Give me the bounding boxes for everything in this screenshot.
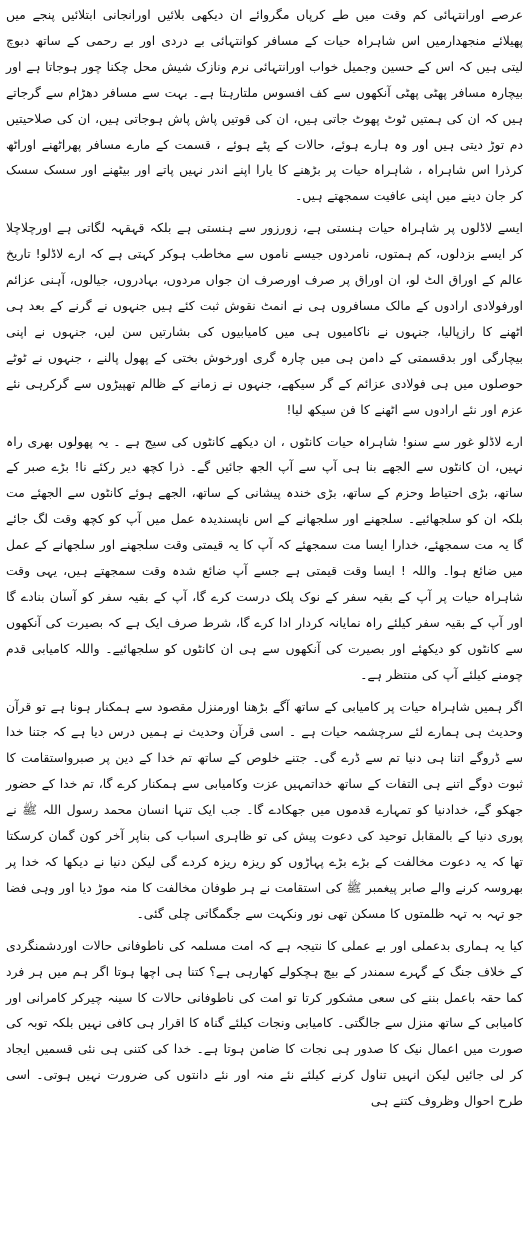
paragraph-2: ایسے لاڈلوں پر شاہراہ حیات ہنستی ہے، زورزور سے ہنستی ہے بلکہ قہقہہ لگاتی ہے اورچلاچلا کر ایسے بزدلوں، کم ہمتوں، نامردوں جیسے ناموں سے مخاطب ہوکر کہتی ہے کہ ارے لاڈلو! تاریخ عالم کے اوراق الٹ لو، ان اوراق پر صرف اورصرف ان جواں مردوں، بہادروں، جیالوں، آہنی عزائم اورفولادی ارادوں کے مالک مسافروں ہی نے انمٹ نقوش ثبت کئے ہیں جنہوں نے گرنے کے بعد ہی اٹھنے کا رازپالیا، جنہوں نے ناکامیوں ہی میں کامیابیوں کی بشارتیں سن لیں، جنہوں نے اپنی بیچارگی اور بدقسمتی کے دامن ہی میں چارہ گری اورخوش بختی کے پھول پالنے ، جنہوں نے ٹوٹے حوصلوں میں ہی فولادی عزائم کے گر سیکھے، جنہوں نے زمانے کے ظالم تھپیڑوں سے گرکرہی نئے عزم اور نئے ارادوں سے اٹھنے کا فن سیکھ لیا! xyxy=(6,220,523,417)
paragraph-5: کیا یہ ہماری بدعملی اور بے عملی کا نتیجہ ہے کہ امت مسلمہ کی ناطوفانی حالات اوردشمنگردی کے خلاف جنگ کے گہرے سمندر کے بیچ ہچکولے کھارہی ہے؟ کتنا ہی اچھا ہوتا اگر ہم میں ہر فرد کما حقہ باعمل بننے کی سعی مشکور کرتا تو امت کی ناطوفانی حالات کا سینہ چیرکر کامرانی اور کامیابی کے ساتھ منزل سے جالگتی۔ کامیابی ونجات کیلئے گناہ کا اقرار ہی کافی نہیں بلکہ توبہ کی صورت میں اعمال نیک کا صدور ہی نجات کا ضامن ہوتا ہے۔ خدا کی کتنی ہی نئی قسمیں ایجاد کر لی جائیں لیکن انہیں تناول کرنے کیلئے نئے منہ اور نئے دانتوں کی ضرورت نہیں ہوتی۔ اسی طرح احوال وظروف کتنے ہی xyxy=(6,937,523,1109)
paragraph-4: اگر ہمیں شاہراہ حیات پر کامیابی کے ساتھ آگے بڑھنا اورمنزل مقصود سے ہمکنار ہونا ہے تو قرآن وحدیث ہی ہمارے لئے سرچشمہ حیات ہے ۔ اسی قرآن وحدیث نے ہمیں درس دیا ہے کہ جتنا خدا سے ڈروگے اتنا ہی دنیا تم سے ڈرے گی۔ جتنے خلوص کے ساتھ تم خدا کے دین پر صبرواستقامت کا ثبوت دوگے اتنے ہی التفات کے ساتھ خداتمہیں عزت وکامیابی سے ہمکنار کرے گا، تم خدا کے حضور جھکو گے، خدادنیا کو تمہارے قدموں میں جھکادے گا۔ جب ایک تنہا انسان محمد رسول اللہ ﷺ نے پوری دنیا کے بالمقابل توحید کی دعوت پیش کی تو ظاہری اسباب کی بناپر آخر کون گمان کرسکتا تھا کہ یہ دعوت مخالفت کے بڑے بڑے پہاڑوں کو ریزہ ریزہ کردے گی لیکن دنیا نے دیکھا کہ خدا پر بھروسہ کرنے والے صابر پیغمبر ﷺ کی استقامت نے ہر طوفان مخالفت کا منہ موڑ دیا اور وہی فضا جو تہہ بہ تہہ ظلمتوں کا مسکن تھی نور ونکہت سے جگمگاتی چلی گئی۔ xyxy=(6,698,523,921)
paragraph-1: عرصے اورانتہائی کم وقت میں طے کرپاں مگروائے ان دیکھی بلائیں اورانجانی ابتلائیں پنجے میں پھیلائے منجھدارمیں اس شاہراہ حیات کے مسافر کوانتہائی بے دردی اور بے رحمی کے ساتھ دبوچ لیتی ہیں کہ اس کے حسین وجمیل خواب اورانتہائی نرم ونازک شیش محل چکنا چور ہوجاتا ہے اور بیچارہ مسافر پھٹی پھٹی آنکھوں سے کف افسوس ملتارہتا ہے۔ بہت سے مسافر دھڑام سے گرجاتے ہیں کہ ان کی ہمتیں ٹوٹ پھوٹ جاتی ہیں، ان کی قوتیں پاش پاش ہوجاتی ہیں، ان کی صلاحیتیں دم توڑ دیتی ہیں اور وہ ہارے ہوئے، حالات کے پٹے ہوئے ، قسمت کے مارے مسافر پھراٹھنے اوراٹھ کرذرا اس شاہراہ ، شاہراہ حیات پر بڑھنے کا یارا اپنے اندر نہیں پاتے اور بیٹھنے اور سسک سسک کر جان دینے میں اپنی عافیت سمجھتے ہیں۔ xyxy=(6,7,523,204)
paragraph-3: ارے لاڈلو غور سے سنو! شاہراہ حیات کانٹوں ، ان دیکھے کانٹوں کی سیج ہے ۔ یہ پھولوں بھری راہ نہیں، ان کانٹوں سے الجھے بنا ہی آپ سے آپ الجھ جائیں گے۔ ذرا کچھ دیر رکئے نا! بڑے صبر کے ساتھ، بڑی احتیاط وحزم کے ساتھ، بڑی خندہ پیشانی کے ساتھ، الجھے ہوئے کانٹوں سے الجھئے مت بلکہ ان کو سلجھائیے۔ سلجھنے اور سلجھانے کے اس ناپسندیدہ عمل میں آپ کو کچھ وقت لگ جائے گا یہ مت سمجھئے، خدارا ایسا مت سمجھئے کہ آپ کا یہ قیمتی وقت سلجھنے اور سلجھانے کے عمل میں ضائع ہوا۔ واللہ ! ایسا وقت قیمتی ہے جسے آپ ضائع شدہ وقت سمجھتے ہیں، یہی وقت شاہراہ حیات پر آپ کے بقیہ سفر کے نوک پلک درست کرے گا، آپ کے بقیہ سفر کو آسان بنادے گا اور آپ کے بقیہ سفر کیلئے راہ نمایانہ کردار ادا کرے گا، شرط صرف ایک ہے کہ بصیرت کی آنکھوں سے کانٹوں کو دیکھئے اور بصیرت کی آنکھوں سے ہی ان کانٹوں کو سلجھائیے۔ واللہ کامیابی قدم چومنے کیلئے آپ کی منتظر ہے۔ xyxy=(6,433,523,682)
